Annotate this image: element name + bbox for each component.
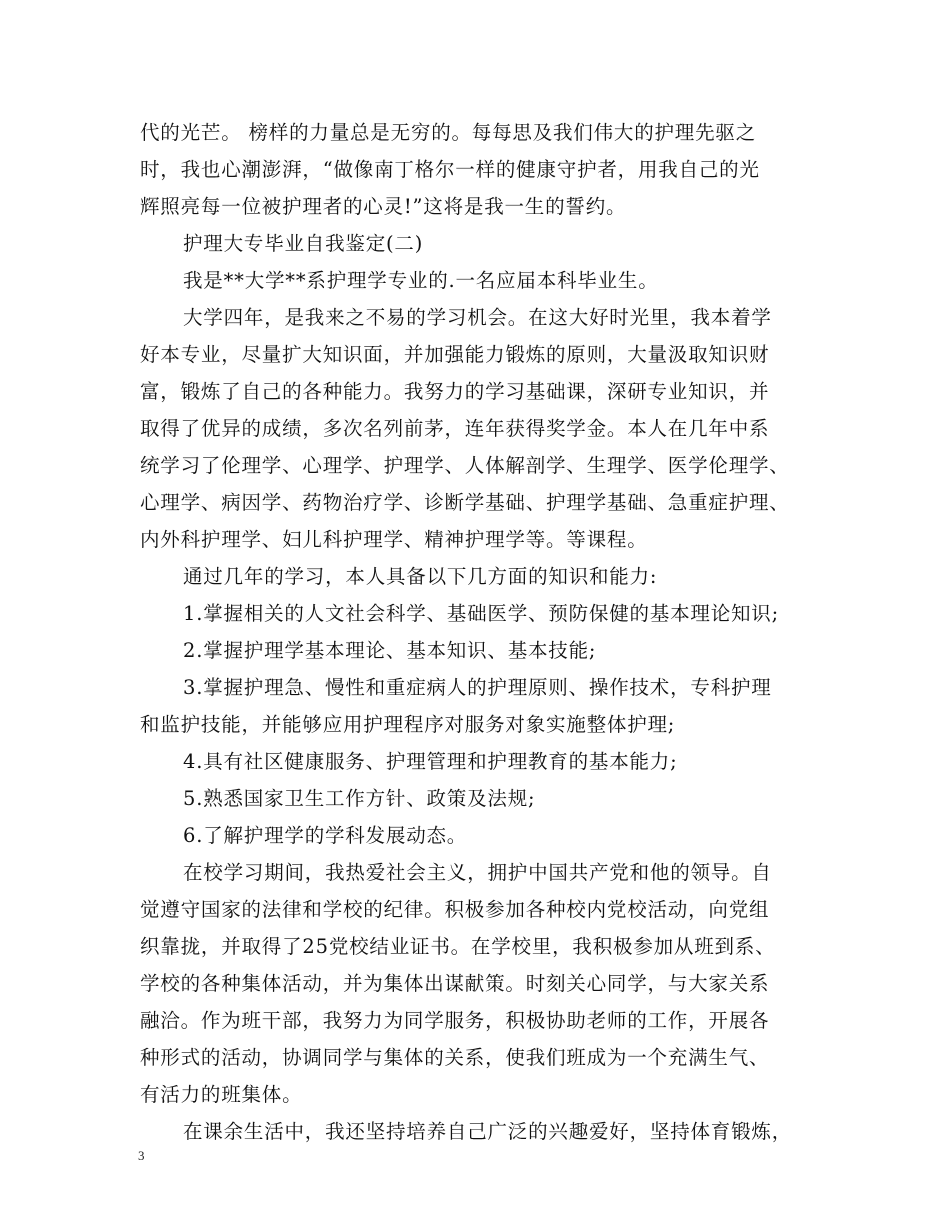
text-line: 有活力的班集体。 (140, 1083, 303, 1106)
text-line: 学校的各种集体活动，并为集体出谋献策。时刻关心同学，与大家关系 (140, 972, 770, 995)
text-line: 融洽。作为班干部，我努力为同学服务，积极协助老师的工作，开展各 (140, 1009, 770, 1032)
text-line: 代的光芒。 榜样的力量总是无穷的。每每思及我们伟大的护理先驱之 (140, 121, 756, 144)
text-line: 在校学习期间，我热爱社会主义，拥护中国共产党和他的领导。自 (183, 861, 772, 884)
text-line: 在课余生活中，我还坚持培养自己广泛的兴趣爱好，坚持体育锻炼， (183, 1120, 793, 1143)
text-line: 内外科护理学、妇儿科护理学、精神护理学等。等课程。 (140, 528, 648, 551)
text-line: 大学四年，是我来之不易的学习机会。在这大好时光里，我本着学 (183, 306, 772, 329)
text-line: 取得了优异的成绩，多次名列前茅，连年获得奖学金。本人在几年中系 (140, 417, 770, 440)
text-line: 2.掌握护理学基本理论、基本知识、基本技能; (183, 639, 597, 662)
text-line: 时，我也心潮澎湃，“做像南丁格尔一样的健康守护者，用我自己的光 (140, 158, 760, 181)
text-line: 5.熟悉国家卫生工作方针、政策及法规; (183, 787, 536, 810)
text-line: 4.具有社区健康服务、护理管理和护理教育的基本能力; (183, 750, 678, 773)
text-line: 辉照亮每一位被护理者的心灵!”这将是我一生的誓约。 (140, 195, 627, 218)
text-line: 和监护技能，并能够应用护理程序对服务对象实施整体护理; (140, 713, 676, 736)
text-line: 种形式的活动，协调同学与集体的关系，使我们班成为一个充满生气、 (140, 1046, 770, 1069)
text-line: 统学习了伦理学、心理学、护理学、人体解剖学、生理学、医学伦理学、 (140, 454, 790, 477)
text-line: 好本专业，尽量扩大知识面，并加强能力锻炼的原则，大量汲取知识财 (140, 343, 770, 366)
page-number: 3 (138, 1148, 145, 1163)
body-text (140, 114, 820, 1150)
text-line: 觉遵守国家的法律和学校的纪律。积极参加各种校内党校活动，向党组 (140, 898, 770, 921)
text-line: 心理学、病因学、药物治疗学、诊断学基础、护理学基础、急重症护理、 (140, 491, 790, 514)
text-line: 我是**大学**系护理学专业的.一名应届本科毕业生。 (183, 269, 659, 292)
text-line: 富，锻炼了自己的各种能力。我努力的学习基础课，深研专业知识，并 (140, 380, 770, 403)
text-line: 3.掌握护理急、慢性和重症病人的护理原则、操作技术，专科护理 (183, 676, 772, 699)
text-line: 通过几年的学习，本人具备以下几方面的知识和能力: (183, 565, 658, 588)
text-line: 织靠拢，并取得了25党校结业证书。在学校里，我积极参加从班到系、 (140, 935, 776, 958)
text-line: 护理大专毕业自我鉴定(二) (183, 232, 424, 255)
text-line: 6.了解护理学的学科发展动态。 (183, 824, 468, 847)
text-line: 1.掌握相关的人文社会科学、基础医学、预防保健的基本理论知识; (183, 602, 779, 625)
